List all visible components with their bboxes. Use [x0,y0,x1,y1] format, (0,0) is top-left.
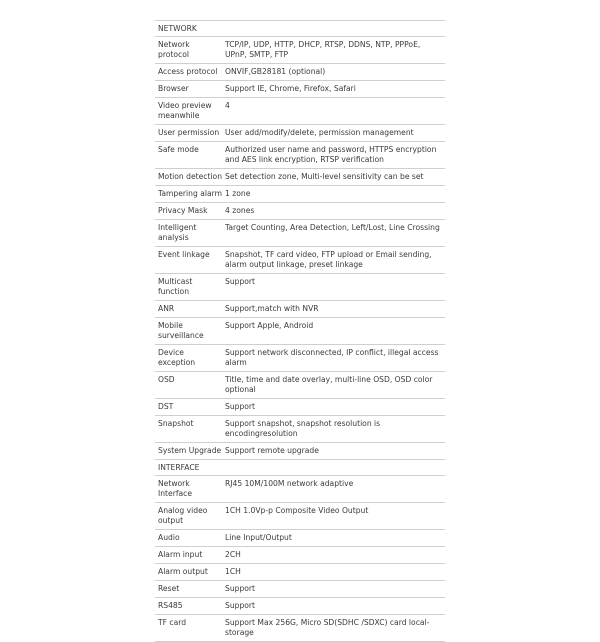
spec-row [155,530,445,547]
spec-row [155,274,445,301]
spec-key: Intelligent analysis [158,223,197,242]
spec-value: Set detection zone, Multi-level sensitivity can be set [225,172,424,181]
spec-row [155,581,445,598]
spec-row [155,476,445,503]
spec-row [155,64,445,81]
spec-key: Safe mode [158,145,199,154]
spec-value: 4 zones [225,206,255,215]
spec-key: Event linkage [158,250,210,259]
spec-row [155,318,445,345]
spec-key: Snapshot [158,419,194,428]
spec-row [155,547,445,564]
spec-row [155,81,445,98]
spec-key: OSD [158,375,175,384]
spec-value: 1CH [225,567,241,576]
spec-value: Support,match with NVR [225,304,319,313]
spec-row [155,416,445,443]
spec-row [155,399,445,416]
spec-value: Support Apple, Android [225,321,314,330]
spec-value: Snapshot, TF card video, FTP upload or Email sending, alarm output linkage, preset linkage [225,250,432,269]
spec-row [155,98,445,125]
spec-value: TCP/IP, UDP, HTTP, DHCP, RTSP, DDNS, NTP, PPPoE, UPnP, SMTP, FTP [225,40,421,59]
spec-key: Network protocol [158,40,190,59]
spec-key: Access protocol [158,67,218,76]
spec-key: RS485 [158,601,183,610]
spec-key: Multicast function [158,277,193,296]
spec-key: Reset [158,584,180,593]
spec-value: Support snapshot, snapshot resolution is encodingresolution [225,419,381,438]
spec-value: Title, time and date overlay, multi-line OSD, OSD color optional [225,375,433,394]
spec-key: Audio [158,533,180,542]
spec-row [155,564,445,581]
spec-key: Mobile surveillance [158,321,204,340]
spec-key: Tampering alarm [158,189,223,198]
spec-key: Motion detection [158,172,223,181]
spec-key: Analog video output [158,506,208,525]
spec-key: System Upgrade [158,446,222,455]
spec-row [155,125,445,142]
spec-row [155,372,445,399]
spec-value: Support remote upgrade [225,446,319,455]
spec-key: Browser [158,84,189,93]
spec-value: Support network disconnected, IP conflict, illegal access alarm [225,348,439,367]
spec-value: 1 zone [225,189,251,198]
spec-value: 4 [225,101,230,110]
spec-row [155,598,445,615]
spec-key: ANR [158,304,175,313]
spec-key: Alarm input [158,550,203,559]
spec-value: Line Input/Output [225,533,292,542]
spec-key: Network Interface [158,479,192,498]
spec-row [155,503,445,530]
section-header-interface: INTERFACE [155,460,445,476]
spec-row [155,203,445,220]
spec-key: Alarm output [158,567,208,576]
spec-value: ONVIF,GB28181 (optional) [225,67,326,76]
spec-row [155,301,445,318]
spec-row [155,220,445,247]
spec-row [155,247,445,274]
spec-key: Device exception [158,348,196,367]
spec-row [155,186,445,203]
spec-value: Target Counting, Area Detection, Left/Lost, Line Crossing [225,223,440,232]
spec-key: User permission [158,128,220,137]
spec-row [155,345,445,372]
section-header-network: NETWORK [155,21,445,37]
spec-value: Support [225,402,256,411]
spec-row [155,169,445,186]
spec-row [155,615,445,642]
spec-table [155,20,445,642]
spec-value: Support [225,584,256,593]
spec-key: Privacy Mask [158,206,208,215]
spec-value: 1CH 1.0Vp-p Composite Video Output [225,506,369,515]
spec-key: DST [158,402,174,411]
spec-key: TF card [158,618,187,627]
spec-row [155,37,445,64]
spec-value: RJ45 10M/100M network adaptive [225,479,354,488]
spec-value: Support IE, Chrome, Firefox, Safari [225,84,356,93]
spec-value: Support [225,277,256,286]
spec-value: Support Max 256G, Micro SD(SDHC /SDXC) card local-storage [225,618,430,637]
spec-value: Authorized user name and password, HTTPS encryption and AES link encryption, RTSP verification [225,145,437,164]
spec-key: Video preview meanwhile [158,101,212,120]
spec-row [155,443,445,460]
spec-value: 2CH [225,550,241,559]
spec-row [155,142,445,169]
spec-value: User add/modify/delete, permission management [225,128,414,137]
spec-value: Support [225,601,256,610]
